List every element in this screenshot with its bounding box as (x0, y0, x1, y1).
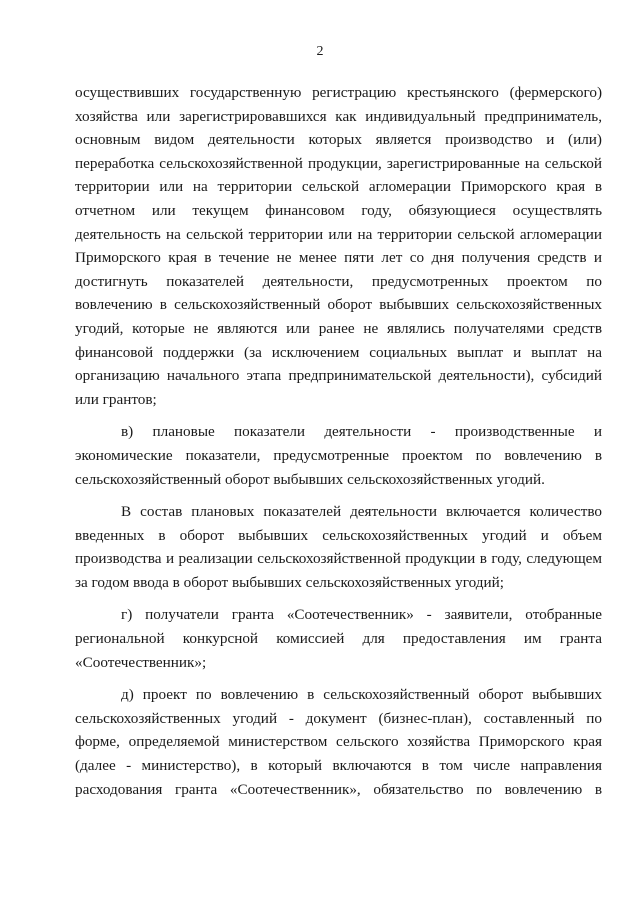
text-line: Приморского края в течение не менее пяти лет со дня получения средств и (75, 249, 602, 267)
text-line: (далее - министерство), в который включаются в том числе направления (75, 757, 602, 775)
text-line: «Соотечественник»; (75, 653, 207, 671)
text-line: финансовой поддержки (за исключением социальных выплат и выплат на (75, 343, 602, 361)
text-line: экономические показатели, предусмотренные проектом по вовлечению в (75, 446, 602, 464)
text-line: вовлечению в сельскохозяйственный оборот выбывших сельскохозяйственных (75, 296, 602, 314)
text-line: сельскохозяйственный оборот выбывших сельскохозяйственных угодий. (75, 470, 545, 488)
text-line: территории или на территории сельской агломерации Приморского края в (75, 178, 602, 196)
text-line: или грантов; (75, 390, 157, 408)
text-line: В состав плановых показателей деятельности включается количество (121, 503, 602, 521)
text-line: д) проект по вовлечению в сельскохозяйственный оборот выбывших (121, 686, 602, 704)
text-line: хозяйства или зарегистрировавшихся как индивидуальный предприниматель, (75, 107, 602, 125)
text-line: основным видом деятельности которых является производство и (или) (75, 131, 602, 149)
text-line: расходования гранта «Соотечественник», обязательство по вовлечению в (75, 780, 602, 798)
text-line: производства и реализации сельскохозяйственной продукции в году, следующем (75, 550, 602, 568)
text-line: сельскохозяйственных угодий - документ (бизнес-план), составленный по (75, 709, 602, 727)
text-line: осуществивших государственную регистрацию крестьянского (фермерского) (75, 84, 602, 101)
page-number: 2 (316, 44, 324, 59)
text-line: угодий, которые не являются или ранее не являлись получателями средств (75, 319, 602, 337)
text-line: региональной конкурсной комиссией для предоставления им гранта (75, 630, 602, 648)
text-line: г) получатели гранта «Соотечественник» - заявители, отобранные (121, 606, 602, 624)
text-line: в) плановые показатели деятельности - производственные и (121, 423, 602, 441)
document-body (75, 81, 602, 801)
text-line: введенных в оборот выбывших сельскохозяйственных угодий и объем (75, 526, 602, 544)
text-line: деятельность на сельской территории или на территории сельской агломерации (75, 225, 602, 243)
text-line: достигнуть показателей деятельности, предусмотренных проектом по (75, 272, 602, 290)
text-line: форме, определяемой министерством сельского хозяйства Приморского края (75, 733, 602, 751)
text-line: за годом ввода в оборот выбывших сельскохозяйственных угодий; (75, 573, 504, 591)
text-line: переработка сельскохозяйственной продукции, зарегистрированные на сельской (75, 154, 602, 172)
text-line: организацию начального этапа предпринимательской деятельности), субсидий (75, 367, 602, 385)
text-line: отчетном или текущем финансовом году, обязующиеся осуществлять (75, 201, 602, 219)
